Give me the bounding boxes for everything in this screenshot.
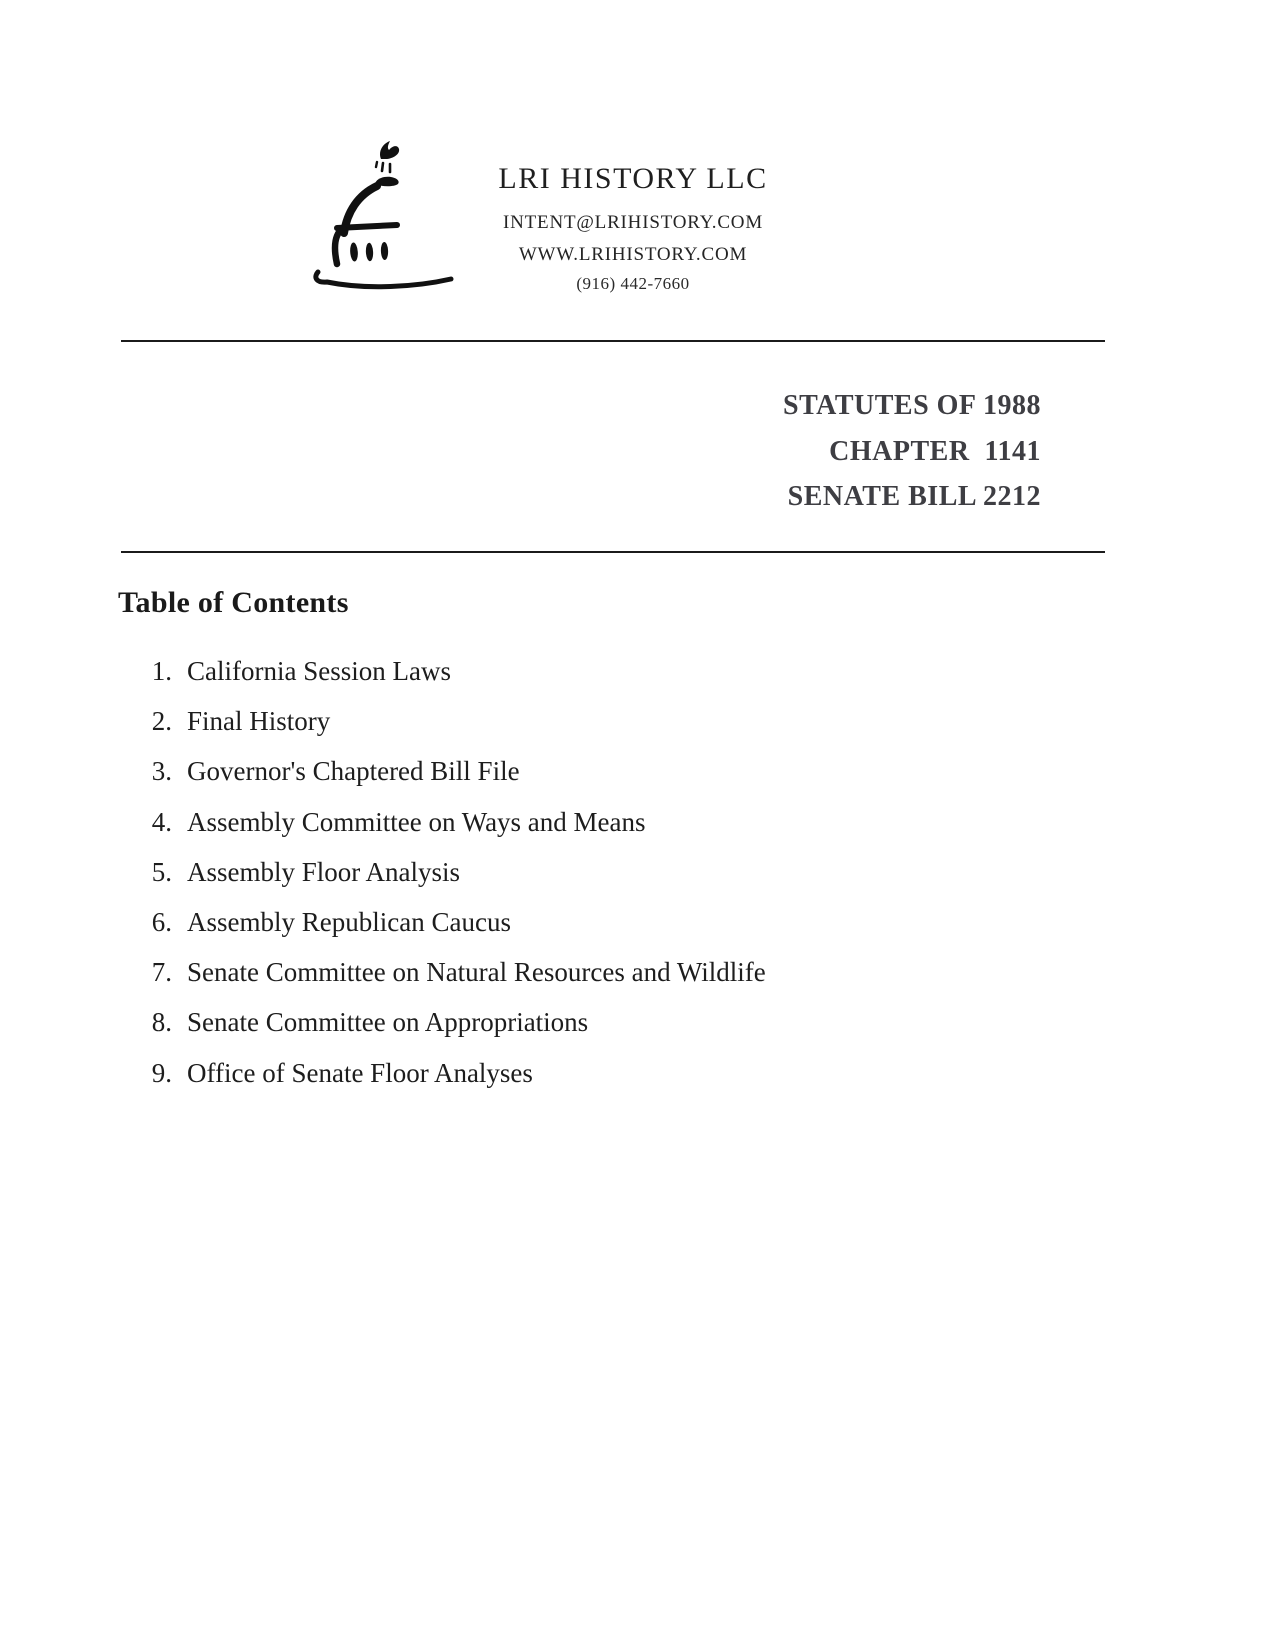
toc-item-label: Office of Senate Floor Analyses xyxy=(187,1057,533,1088)
toc-item-number: 2. xyxy=(151,706,172,737)
divider-top xyxy=(121,340,1105,342)
toc-item xyxy=(127,696,1027,746)
bill-info-block xyxy=(783,383,1041,520)
toc-item-number: 9. xyxy=(151,1057,172,1088)
toc-item-label: Assembly Floor Analysis xyxy=(187,856,461,887)
toc-item-label: Assembly Republican Caucus xyxy=(187,906,511,937)
toc-item xyxy=(127,746,1027,796)
toc-item xyxy=(127,797,1027,847)
toc-item-number: 6. xyxy=(151,906,172,937)
toc-item-number: 3. xyxy=(151,756,172,787)
toc-item-number: 8. xyxy=(151,1007,172,1038)
bill-senate-bill-line: SENATE BILL 2212 xyxy=(787,481,1041,512)
toc-item-label: Final History xyxy=(187,706,331,737)
toc-title: Table of Contents xyxy=(118,586,349,619)
divider-middle xyxy=(121,551,1105,553)
toc-item-number: 7. xyxy=(151,957,172,988)
toc-item-label: Senate Committee on Appropriations xyxy=(187,1007,589,1038)
company-phone: (916) 442-7660 xyxy=(576,274,690,293)
toc-item-number: 5. xyxy=(151,856,172,887)
bill-chapter-line: CHAPTER 1141 xyxy=(829,435,1041,467)
toc-item xyxy=(127,947,1027,997)
toc-item xyxy=(127,847,1027,897)
bill-statutes-line: STATUTES OF 1988 xyxy=(783,390,1041,421)
company-email: INTENT@LRIHISTORY.COM xyxy=(502,212,764,233)
toc-item xyxy=(127,1048,1027,1098)
toc-item-label: California Session Laws xyxy=(187,656,451,686)
toc-item xyxy=(127,646,1027,696)
toc-item-label: Senate Committee on Natural Resources and Wildlife xyxy=(187,957,766,988)
toc-item xyxy=(127,997,1027,1047)
toc-item-number: 1. xyxy=(151,656,172,686)
toc-item-number: 4. xyxy=(151,806,172,837)
toc-item-label: Governor's Chaptered Bill File xyxy=(187,756,520,787)
toc-list xyxy=(127,646,1027,1098)
letterhead xyxy=(333,160,933,296)
toc-item xyxy=(127,897,1027,947)
toc-item-label: Assembly Committee on Ways and Means xyxy=(187,806,646,837)
company-name: LRI HISTORY LLC xyxy=(498,162,768,195)
company-website: WWW.LRIHISTORY.COM xyxy=(518,244,748,265)
